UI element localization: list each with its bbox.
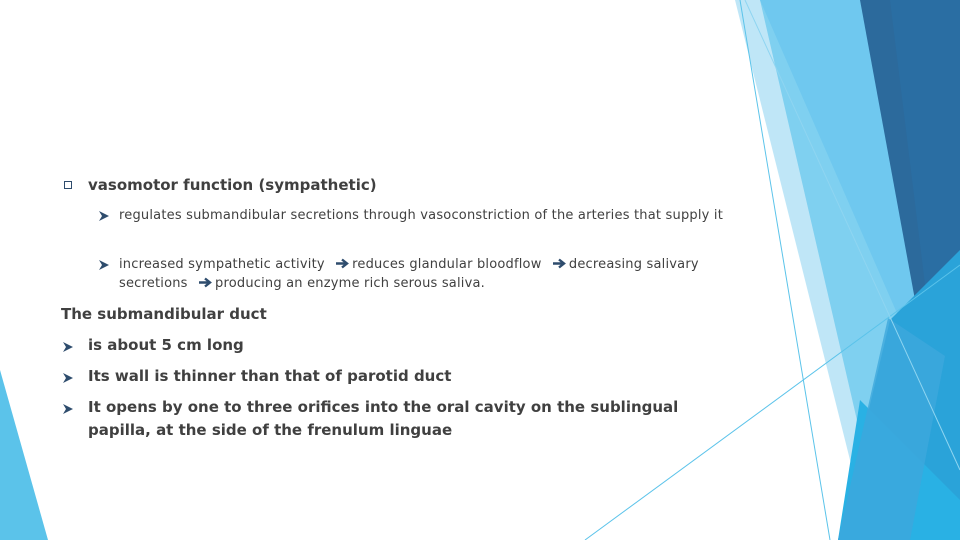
arrow-right-icon <box>335 258 350 269</box>
chevron-right-icon <box>98 210 110 222</box>
square-bullet-icon <box>64 181 72 189</box>
bullet-1-text: is about 5 cm long <box>88 336 244 354</box>
arrow-right-icon <box>552 258 567 269</box>
chevron-right-icon <box>62 372 74 384</box>
arrow-right-icon <box>198 277 213 288</box>
chevron-right-icon <box>98 259 110 271</box>
sub-item-2-part2: reduces glandular bloodflow <box>352 257 542 272</box>
bullet-2-text: Its wall is thinner than that of parotid duct <box>88 367 452 385</box>
sub-bullet-heading: vasomotor function (sympathetic) <box>88 176 377 194</box>
sub-item-2-text <box>119 255 739 293</box>
sub-item-1-text: regulates submandibular secretions through vasoconstriction of the arteries that supply it <box>119 208 723 223</box>
sub-item-2-part4: producing an enzyme rich serous saliva. <box>215 276 485 291</box>
section-heading: The submandibular duct <box>61 305 267 323</box>
left-accent-triangle <box>0 370 48 540</box>
sub-item-2-part3: decreasing salivary secretions <box>119 257 699 291</box>
bullet-3-text: It opens by one to three orifices into the oral cavity on the sublingual papilla, at the side of the frenulum linguae <box>88 398 679 439</box>
sub-item-2-part1: increased sympathetic activity <box>119 257 325 272</box>
chevron-right-icon <box>62 403 74 415</box>
chevron-right-icon <box>62 341 74 353</box>
